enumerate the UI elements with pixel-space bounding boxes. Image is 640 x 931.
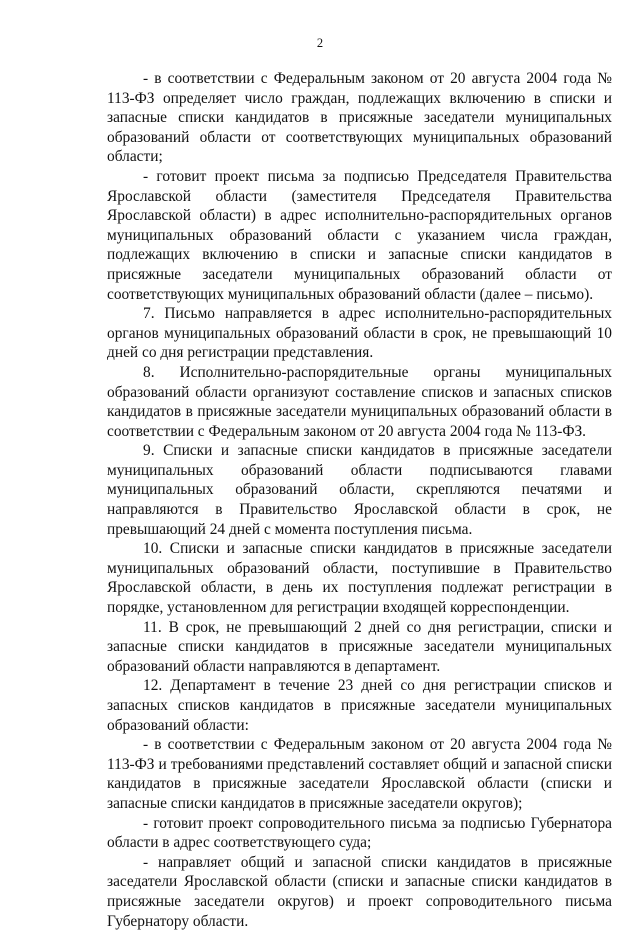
paragraph-bullet-prepares-cover-letter: - готовит проект сопроводительного письма за подписью Губернатора области в адрес соответствующего суда; — [107, 814, 612, 852]
paragraph-12: 12. Департамент в течение 23 дней со дня регистрации списков и запасных списков кандидатов в присяжные заседатели муниципальных образований области: — [107, 677, 612, 734]
paragraph-11: 11. В срок, не превышающий 2 дней со дня регистрации, списки и запасные списки кандидатов в присяжные заседатели муниципальных образований области направляются в департамент. — [107, 618, 612, 675]
paragraph-bullet-compiles-lists: - в соответствии с Федеральным законом от 20 августа 2004 года № 113-ФЗ и требованиями представлений составляет общий и запасной списки кандидатов в присяжные заседатели Ярославской области (списки и запасные списки кандидатов в присяжные заседатели округов); — [107, 736, 612, 812]
paragraph-8: 8. Исполнительно-распорядительные органы муниципальных образований области организуют составление списков и запасных списков кандидатов в присяжные заседатели муниципальных образований области в соответствии с Федеральным законом от 20 августа 2004 года № 113-ФЗ. — [107, 363, 612, 440]
page-number: 2 — [316, 36, 324, 50]
paragraph-7: 7. Письмо направляется в адрес исполнительно-распорядительных органов муниципальных образований области в срок, не превышающий 10 дней со дня регистрации представления. — [107, 305, 612, 362]
paragraph-bullet-sends-lists: - направляет общий и запасной списки кандидатов в присяжные заседатели Ярославской области (списки и запасные списки кандидатов в присяжные заседатели округов) и проект сопроводительного письма Губернатору области. — [107, 853, 612, 930]
paragraph-10: 10. Списки и запасные списки кандидатов в присяжные заседатели муниципальных образований области, поступившие в Правительство Ярославской области, в день их поступления подлежат регистрации в порядке, установленном для регистрации входящей корреспонденции. — [107, 540, 612, 617]
paragraph-9: 9. Списки и запасные списки кандидатов в присяжные заседатели муниципальных образований области подписываются главами муниципальных образований области, скрепляются печатями и направляются в Правительство Ярославской области в срок, не превышающий 24 дней с момента поступления письма. — [107, 442, 612, 538]
document-body — [107, 69, 612, 931]
paragraph-bullet-prepares-letter: - готовит проект письма за подписью Председателя Правительства Ярославской области (заместителя Председателя Правительства Ярославской области) в адрес исполнительно-распорядительных органов муниципальных образований области с указанием числа граждан, подлежащих включению в списки и запасные списки кандидатов в присяжные заседатели муниципальных образований области от соответствующих муниципальных образований области (далее – письмо). — [107, 167, 612, 303]
paragraph-bullet-determines-count: - в соответствии с Федеральным законом от 20 августа 2004 года № 113-ФЗ определяет число граждан, подлежащих включению в списки и запасные списки кандидатов в присяжные заседатели муниципальных образований области от соответствующих муниципальных образований области; — [107, 70, 612, 166]
